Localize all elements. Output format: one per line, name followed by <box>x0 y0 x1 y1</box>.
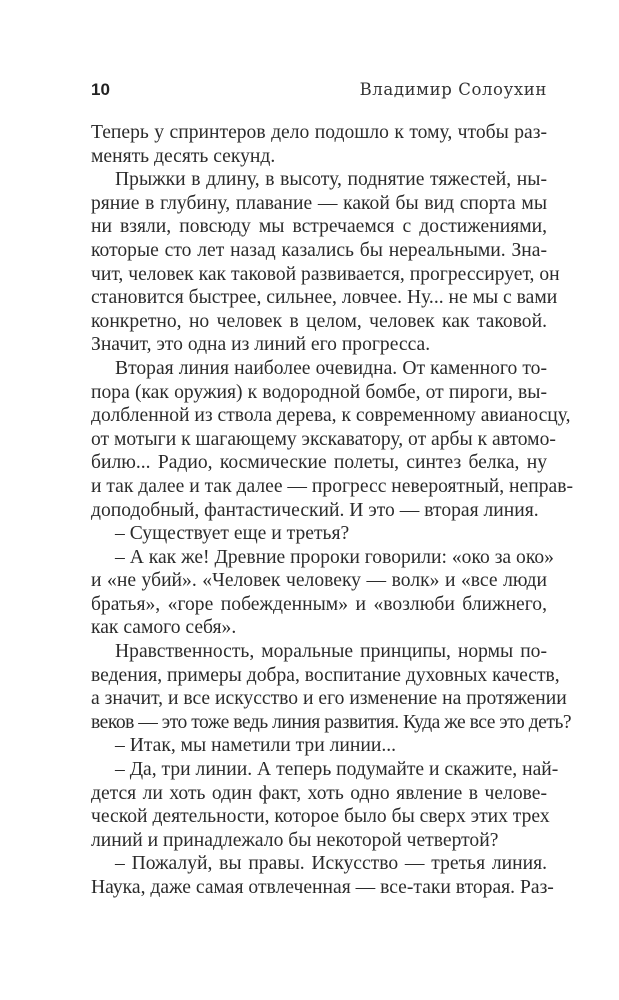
text-line: менять десять секунд. <box>91 145 276 167</box>
text-line: братья», «горе побежденным» и «возлюби ближнего, <box>91 593 547 615</box>
text-line: пора (как оружия) к водородной бомбе, от пироги, вы- <box>91 381 547 403</box>
text-line: доподобный, фантастический. И это — вторая линия. <box>91 499 539 521</box>
text-line: – А как же! Древние пророки говорили: «око за око» <box>115 546 554 568</box>
paragraph <box>91 121 547 168</box>
text-line: Теперь у спринтеров дело подошло к тому, чтобы раз- <box>91 122 547 143</box>
paragraph <box>91 640 572 734</box>
text-line: ведения, примеры добра, воспитание духовных качеств, <box>91 664 560 686</box>
text-line: Наука, даже самая отвлеченная — все-таки вторая. Раз- <box>91 877 554 898</box>
text-line: Нравственность, моральные принципы, нормы по- <box>115 641 547 663</box>
text-line: линий и принадлежало бы некоторой четвертой? <box>91 829 499 851</box>
text-line: Вторая линия наиболее очевидна. От каменного то- <box>115 357 547 379</box>
text-line: конкретно, но человек в целом, человек как таковой. <box>91 310 547 332</box>
body-text <box>91 121 573 900</box>
text-line: ряние в глубину, плавание — какой бы вид спорта мы <box>91 192 547 214</box>
text-line: – Итак, мы наметили три линии... <box>115 735 397 757</box>
text-line: становится быстрее, сильнее, ловчее. Ну... не мы с вами <box>91 287 558 309</box>
dialogue-paragraph <box>91 758 559 852</box>
running-header-author: Владимир Солоухин <box>359 80 547 99</box>
paragraph <box>91 168 560 357</box>
text-line: ческой деятельности, которое было бы сверх этих трех <box>91 806 550 828</box>
text-line: Прыжки в длину, в высоту, поднятие тяжестей, ны- <box>115 169 547 191</box>
text-line: как самого себя». <box>91 617 237 639</box>
paragraph <box>91 357 573 522</box>
dialogue-paragraph <box>91 734 547 758</box>
text-line: – Существует еще и третья? <box>115 523 350 545</box>
page-number: 10 <box>91 80 110 99</box>
text-line: которые сто лет назад казались бы нереальными. Зна- <box>91 239 547 261</box>
text-line: долбленной из ствола дерева, к современному авианосцу, <box>91 405 571 427</box>
text-line: – Пожалуй, вы правы. Искусство — третья линия. <box>115 853 547 875</box>
text-line: а значит, и все искусство и его изменение на протяжении <box>91 688 567 710</box>
text-line: дется ли хоть один факт, хоть одно явление в челове- <box>91 782 547 804</box>
text-line: веков — это тоже ведь линия развития. Куда же все это деть? <box>91 711 572 733</box>
dialogue-paragraph <box>91 546 554 640</box>
dialogue-paragraph <box>91 852 554 899</box>
text-line: от мотыги к шагающему экскаватору, от арбы к автомо- <box>91 428 556 450</box>
text-line: чит, человек как таковой развивается, прогрессирует, он <box>91 263 560 285</box>
text-line: и «не убий». «Человек человеку — волк» и «все люди <box>91 570 547 592</box>
text-line: – Да, три линии. А теперь подумайте и скажите, най- <box>115 759 559 781</box>
dialogue-paragraph <box>91 522 547 546</box>
running-header <box>91 80 547 104</box>
text-line: Значит, это одна из линий его прогресса. <box>91 334 431 356</box>
text-line: ни взяли, повсюду мы встречаемся с достижениями, <box>91 216 547 238</box>
text-line: билю... Радио, космические полеты, синтез белка, ну <box>91 452 547 474</box>
text-line: и так далее и так далее — прогресс невероятный, неправ- <box>91 475 573 497</box>
